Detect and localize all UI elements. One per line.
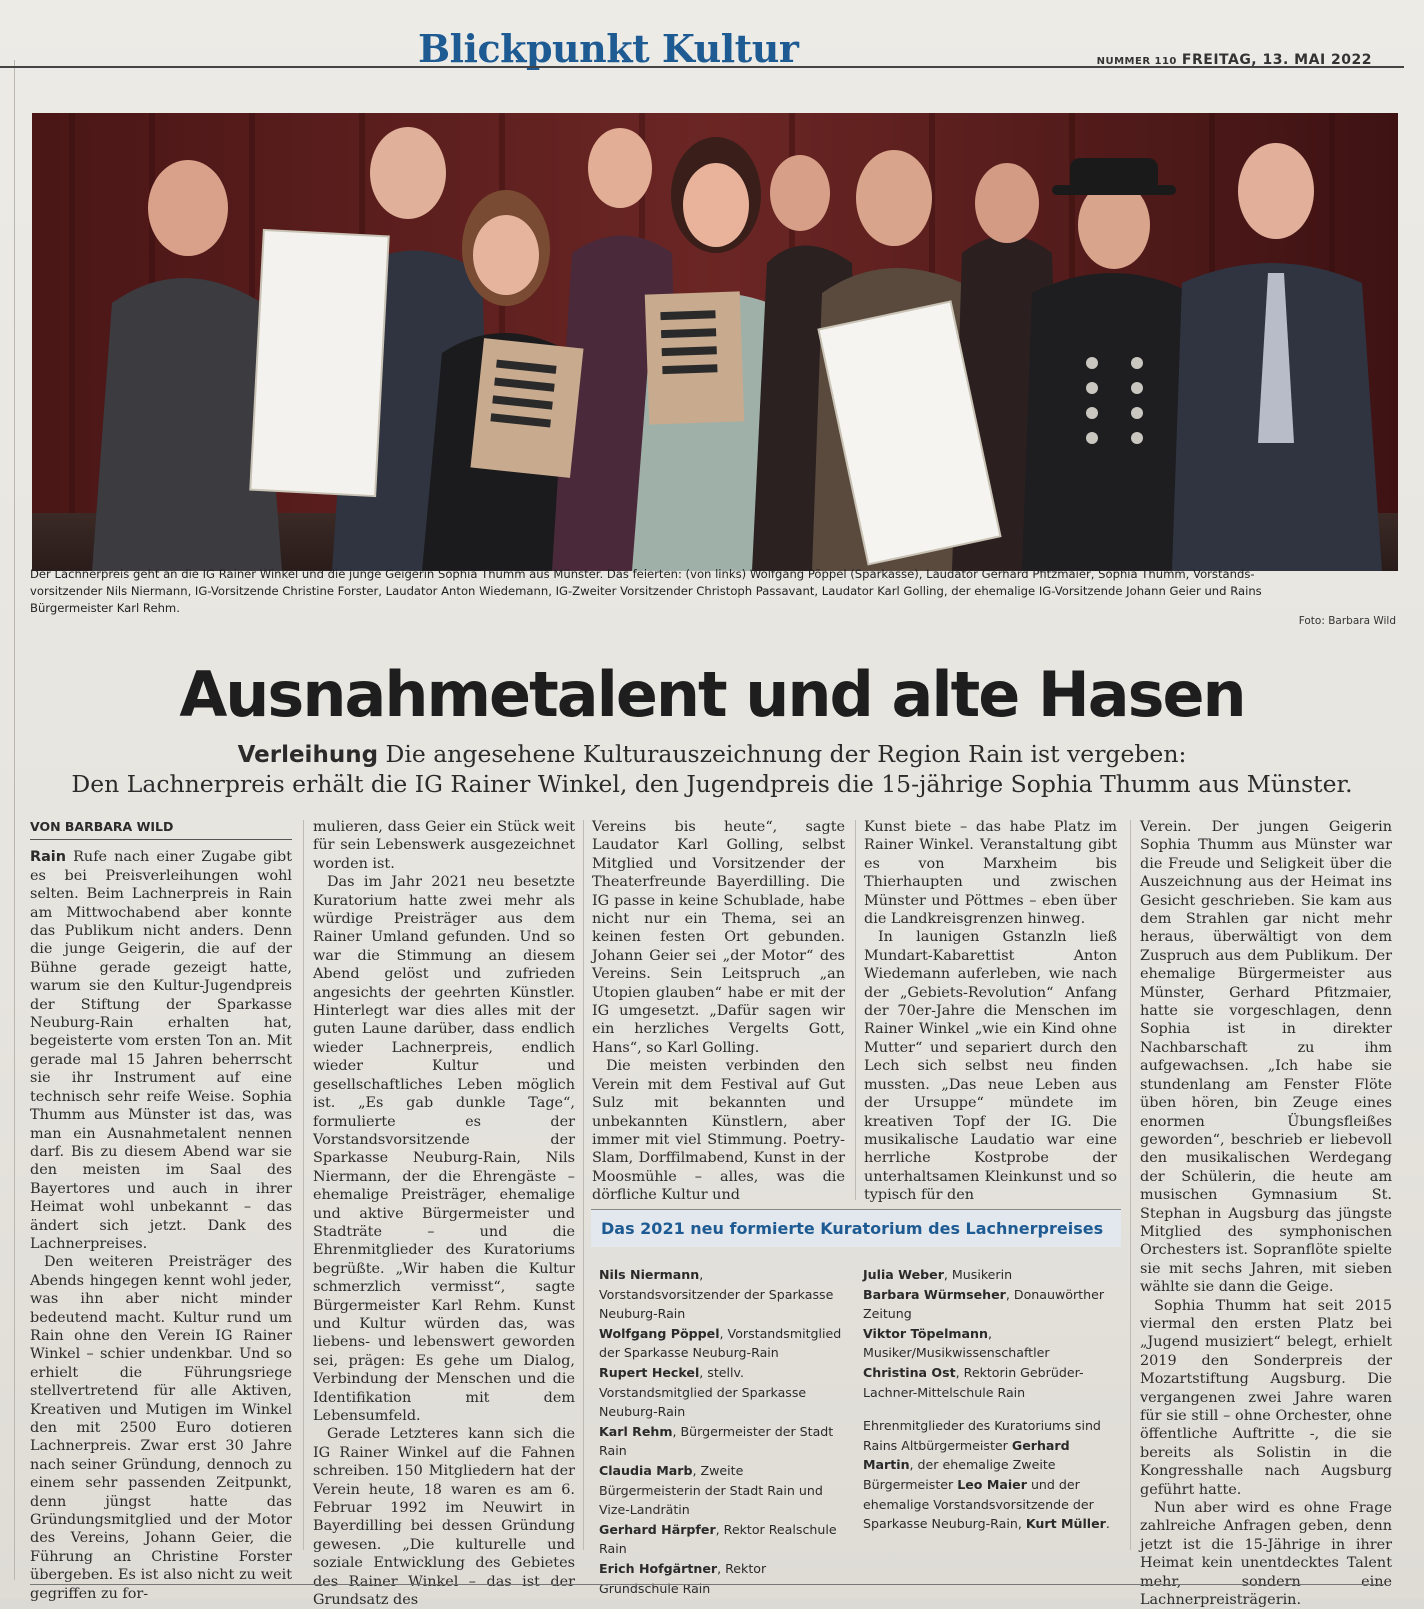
paragraph: Die meisten verbinden den Verein mit dem Festival auf Gut Sulz mit bekannten und unbekannten Künstlern, aber immer mit viel Stimmung. Poetry-Slam, Dorffilmabend, Kunst in der Moosmühle – alles, was die dörfliche Kultur und [592, 1058, 845, 1204]
paragraph: Sophia Thumm hat seit 2015 viermal den ersten Platz bei „Jugend musiziert“ belegt, erhielt 2019 den Sonderpreis der Mozartstiftung Augsburg. Die vergangenen zwei Jahre waren für sie still – ohne Orchester, ohne öffentliche Auftritte -, die sie bereits als Solistin in die Kongresshalle nach Augsburg geführt hatte. [1140, 1297, 1392, 1498]
member-entry: Claudia Marb, Zweite Bürgermeisterin der Stadt Rain und Vize-Landrätin [599, 1462, 823, 1518]
column-rule [1130, 820, 1131, 1550]
article-column-4 [864, 818, 1117, 1205]
column-rule [855, 820, 856, 1200]
photo-credit: Foto: Barbara Wild [1298, 615, 1396, 627]
box-column-right [863, 1265, 1113, 1534]
award-photo-illustration [32, 113, 1398, 571]
paragraph: Den weiteren Preisträger des Abends hingegen kennt wohl jeder, was ihn aber nicht minder bedeutend macht. Kultur rund um Rain ohne den Verein IG Rainer Winkel – schier undenkbar. Und so erhielt die Führungsriege stellvertretend für alle Aktiven, Kreativen und Mutigen im Winkel den mit 2500 Euro dotieren Lachnerpreis. Zwar erst 30 Jahre nach seiner Gründung, dennoch zu einem sehr passenden Zeitpunkt, denn jüngst hatte das Gründungsmitglied und der Motor des Vereins, Johann Geier, die Führung an Christine Forster übergeben. Es ist also nicht zu weit gegriffen zu for- [30, 1254, 292, 1602]
member-entry: Viktor Töpelmann, Musiker/Musikwissenschaftler [863, 1325, 1050, 1361]
member-entry: Gerhard Härpfer, Rektor Realschule Rain [599, 1521, 837, 1557]
page-gutter [0, 60, 15, 1580]
paragraph: mulieren, dass Geier ein Stück weit für sein Lebenswerk ausgezeichnet worden ist. [313, 819, 575, 872]
headline: Ausnahmetalent und alte Hasen [179, 658, 1245, 731]
deck-kicker: Verleihung [237, 742, 379, 768]
article-column-1 [30, 818, 292, 1603]
byline: VON BARBARA WILD [30, 818, 292, 840]
paragraph: Vereins bis heute“, sagte Laudator Karl Golling, selbst Mitglied und Vorsitzender der Theaterfreunde Bayerdilling. Die IG passe in keine Schublade, habe nicht nur ein Thema, sei an keinen festen Ort gebunden. Johann Geier sei „der Motor“ des Vereins. Sein Leitspruch „an Utopien glauben“ habe er mit der IG umgesetzt. „Dafür sagen wir ein herzliches Vergelts Gott, Hans“, so Karl Golling. [592, 819, 845, 1056]
kuratorium-box [591, 1209, 1121, 1596]
member-entry: Rupert Heckel, stellv. Vorstandsmitglied der Sparkasse Neuburg-Rain [599, 1364, 807, 1420]
box-column-left [599, 1265, 844, 1598]
article-column-3 [592, 818, 845, 1205]
section-title: Blickpunkt Kultur [418, 26, 799, 71]
deck-line: Die angesehene Kulturauszeichnung der Region Rain ist vergeben: [385, 740, 1187, 768]
member-entry: Julia Weber, Musikerin [863, 1267, 1013, 1282]
paragraph: Verein. Der jungen Geigerin Sophia Thumm aus Münster war die Freude und Seligkeit über die Auszeichnung aus der Heimat ins Gesicht geschrieben. Sie kam aus dem Strahlen gar nicht mehr heraus, überwältigt von dem Zuspruch aus dem Publikum. Der ehemalige Bürgermeister aus Münster, Gerhard Pfitzmaier, hatte sie vorgeschlagen, denn Sophia ist in direkter Nachbarschaft zu ihm aufgewachsen. „Ich habe sie stundenlang am Fenster Flöte üben hören, bin Zeuge eines enormen Übungsfleißes geworden“, beschrieb er liebevoll den musikalischen Werdegang der Schülerin, die heute am musischen Gymnasium St. Stephan in Augsburg das jüngste Mitglied des symphonischen Orchesters ist. Sopranflöte spielte sie mit sechs Jahren, mit sieben wählte sie dann die Geige. [1140, 819, 1392, 1296]
article-column-2 [313, 818, 575, 1609]
issue-date: FREITAG, 13. MAI 2022 [1181, 52, 1372, 68]
paragraph: Rufe nach einer Zugabe gibt es bei Preisverleihungen wohl selten. Beim Lachnerpreis in Rain am Mittwochabend aber konnte das Publikum nicht anders. Denn die junge Geigerin, die auf der Bühne gerade gezeigt hatte, warum sie den Kultur-Jugendpreis der Stiftung der Sparkasse Neuburg-Rain erhalten hat, begeisterte vom ersten Ton an. Mit gerade mal 15 Jahren beherrscht sie ihr Instrument auf eine technisch sehr reife Weise. Sophia Thumm aus Münster ist das, was man ein Ausnahmetalent nennen darf. Bis zu diesem Abend war sie den meisten im Saal des Bayertores und auch in ihrer Heimat wohl unbekannt – das ändert sich jetzt. Dank des Lachnerpreises. [30, 849, 292, 1252]
header-rule [0, 66, 1404, 68]
column-rule [303, 820, 304, 1550]
member-entry: Christina Ost, Rektorin Gebrüder-Lachner-Mittelschule Rain [863, 1364, 1084, 1400]
award-photo [32, 113, 1398, 571]
dateline: Rain [30, 849, 66, 866]
issue-number: NUMMER 110 [1096, 56, 1177, 67]
paragraph: Das im Jahr 2021 neu besetzte Kuratorium hatte zwei mehr als würdige Preisträger aus dem Rainer Umland gefunden. Und so war die Stimmung an diesem Abend gelöst und zufrieden angesichts der geehrten Künstler. Hinterlegt war dies alles mit der guten Laune darüber, dass endlich wieder Lachnerpreis, endlich wieder Kultur und gesellschaftliches Leben möglich ist. „Es gab dunkle Tage“, formulierte es der Vorstandsvorsitzende der Sparkasse Neuburg-Rain, Nils Niermann, der die Ehrengäste – ehemalige Preisträger, ehemalige und aktive Bürgermeister und Stadträte – und die Ehrenmitglieder des Kuratoriums begrüßte. „Wir haben die Kultur schmerzlich vermisst“, sagte Bürgermeister Karl Rehm. Kunst und Kultur würden das, was liebens- und lebenswert geworden sei, prägen: Es gehe um Dialog, Verbindung der Menschen und die Identifikation mit dem Lebensumfeld. [313, 874, 575, 1424]
paragraph: Gerade Letzteres kann sich die IG Rainer Winkel auf die Fahnen schreiben. 150 Mitgliedern hat der Verein heute, 18 waren es am 6. Februar 1992 im Neuwirt in Bayerdilling bei dessen Gründung gewesen. „Die kulturelle und soziale Entwicklung des Gebietes des Rainer Winkel – das ist der Grundsatz des [313, 1426, 575, 1609]
photo-caption [30, 566, 1400, 617]
member-entry: Karl Rehm, Bürgermeister der Stadt Rain [599, 1423, 834, 1459]
honorary-members: Ehrenmitglieder des Kuratoriums sind Rains Altbürgermeister Gerhard Martin, der ehemalige Zweite Bürgermeister Leo Maier und der ehemalige Vorstandsvorsitzende der Sparkasse Neuburg-Rain, Kurt Müller. [863, 1418, 1110, 1532]
member-entry: Nils Niermann, Vorstandsvorsitzender der Sparkasse Neuburg-Rain [599, 1267, 834, 1322]
paragraph: Kunst biete – das habe Platz im Rainer Winkel. Veranstaltung gibt es von Marxheim bis Thierhaupten und zwischen Münster und Pöttmes – eben über die Landkreisgrenzen hinweg. [864, 819, 1117, 928]
deck-line: Den Lachnerpreis erhält die IG Rainer Winkel, den Jugendpreis die 15-jährige Sophia Thumm aus Münster. [71, 770, 1353, 798]
member-entry: Wolfgang Pöppel, Vorstandsmitglied der Sparkasse Neuburg-Rain [599, 1325, 842, 1361]
box-title: Das 2021 neu formierte Kuratorium des Lachnerpreises [591, 1210, 1121, 1247]
member-entry: Barbara Würmseher, Donauwörther Zeitung [863, 1286, 1104, 1322]
bottom-rule [30, 1584, 1384, 1585]
paragraph: Nun aber wird es ohne Frage zahlreiche Anfragen geben, denn jetzt ist die 15-Jährige in ihrer Heimat kein unentdecktes Talent mehr, sondern eine Lachnerpreisträgerin. [1140, 1500, 1392, 1609]
column-rule [583, 820, 584, 1550]
caption-line: vorsitzender Nils Niermann, IG-Vorsitzende Christine Forster, Laudator Anton Wiedemann, IG-Zweiter Vorsitzender Christoph Passavant, Laudator Karl Golling, der ehemalige IG-Vorsitzende Johann Geier und Rains [30, 584, 1262, 598]
caption-line: Bürgermeister Karl Rehm. [30, 601, 180, 615]
deck [0, 740, 1424, 799]
member-entry: Erich Hofgärtner, Rektor Grundschule Rain [599, 1560, 767, 1596]
caption-line: Der Lachnerpreis geht an die IG Rainer Winkel und die junge Geigerin Sophia Thumm aus Münster. Das feierten: (von links) Wolfgang Pöppel (Sparkasse), Laudator Gerhard Pfitzmaier, Sophia Thumm, Vorstands- [30, 567, 1255, 581]
paragraph: In launigen Gstanzln ließ Mundart-Kabarettist Anton Wiedemann auferleben, wie nach der „Gebiets-Revolution“ Anfang der 70er-Jahre die Menschen im Rainer Winkel „wie ein Kind ohne Mutter“ und separiert durch den Lech sich selbst neu finden mussten. „Das neue Leben aus der Ursuppe“ mündete im kreativen Topf der IG. Die musikalische Laudatio war eine herrliche Kostprobe der unterhaltsamen Kleinkunst und so typisch für den [864, 929, 1117, 1204]
article-column-5 [1140, 818, 1392, 1609]
